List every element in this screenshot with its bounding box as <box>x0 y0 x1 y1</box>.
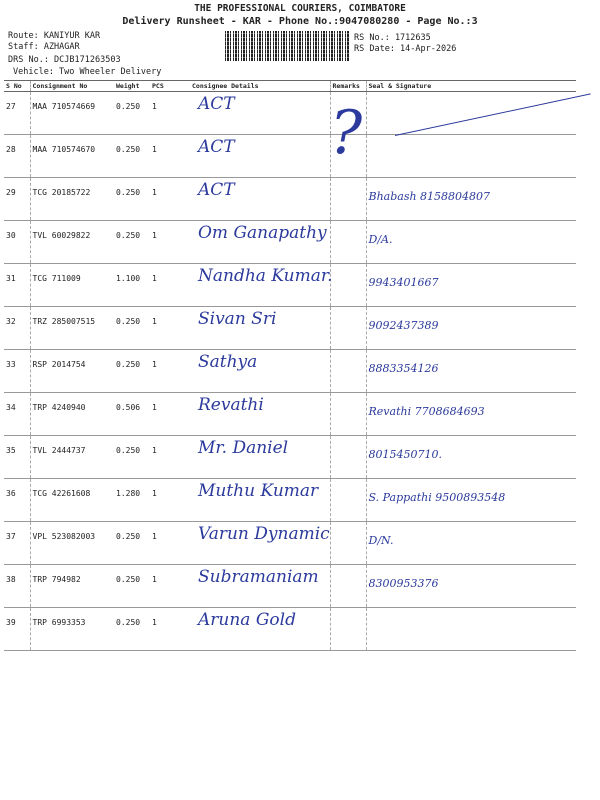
table-row <box>4 436 576 479</box>
row-consignment-no: TVL 60029822 <box>30 221 114 264</box>
row-consignee-handwriting: ACT <box>190 135 330 178</box>
row-pcs: 1 <box>150 479 190 522</box>
row-pcs: 1 <box>150 393 190 436</box>
row-weight: 0.250 <box>114 608 150 651</box>
row-signature: 8883354126 <box>366 350 576 393</box>
col-header-signature: Seal & Signature <box>366 81 576 92</box>
row-pcs: 1 <box>150 436 190 479</box>
row-signature: D/N. <box>366 522 576 565</box>
table-row <box>4 522 576 565</box>
row-remarks <box>330 393 366 436</box>
row-remarks <box>330 221 366 264</box>
row-consignment-no: TRZ 285007515 <box>30 307 114 350</box>
row-remarks <box>330 565 366 608</box>
row-consignment-no: TCG 711009 <box>30 264 114 307</box>
row-sno: 36 <box>4 479 30 522</box>
row-consignment-no: TCG 42261608 <box>30 479 114 522</box>
vehicle-label: Vehicle: Two Wheeler Delivery <box>13 67 162 77</box>
row-weight: 0.250 <box>114 350 150 393</box>
row-remarks <box>330 608 366 651</box>
col-header-remarks: Remarks <box>330 81 366 92</box>
row-consignee-handwriting: Nandha Kumar. <box>190 264 330 307</box>
row-consignee-handwriting: Varun Dynamic <box>190 522 330 565</box>
row-pcs: 1 <box>150 307 190 350</box>
row-consignee-handwriting: Subramaniam <box>190 565 330 608</box>
row-consignment-no: MAA 710574669 <box>30 92 114 135</box>
row-remarks <box>330 350 366 393</box>
table-row <box>4 221 576 264</box>
row-signature: Bhabash 8158804807 <box>366 178 576 221</box>
table-header-row <box>4 81 576 92</box>
table-row <box>4 350 576 393</box>
runsheet-table <box>4 80 576 651</box>
row-sno: 31 <box>4 264 30 307</box>
row-sno: 33 <box>4 350 30 393</box>
row-pcs: 1 <box>150 565 190 608</box>
row-consignee-handwriting: Mr. Daniel <box>190 436 330 479</box>
col-header-sno: S No <box>4 81 30 92</box>
row-weight: 0.250 <box>114 221 150 264</box>
row-remarks <box>330 178 366 221</box>
row-sno: 29 <box>4 178 30 221</box>
col-header-consignee: Consignee Details <box>190 81 330 92</box>
staff-label: Staff: AZHAGAR <box>8 42 80 52</box>
row-signature: 9092437389 <box>366 307 576 350</box>
row-consignee-handwriting: Sathya <box>190 350 330 393</box>
row-weight: 0.250 <box>114 135 150 178</box>
row-weight: 1.280 <box>114 479 150 522</box>
row-consignee-handwriting: Muthu Kumar <box>190 479 330 522</box>
row-pcs: 1 <box>150 522 190 565</box>
row-sno: 38 <box>4 565 30 608</box>
table-row <box>4 479 576 522</box>
row-consignee-handwriting: Revathi <box>190 393 330 436</box>
row-pcs: 1 <box>150 221 190 264</box>
row-signature: 8015450710. <box>366 436 576 479</box>
row-weight: 0.506 <box>114 393 150 436</box>
row-remarks <box>330 264 366 307</box>
row-remarks <box>330 479 366 522</box>
row-weight: 0.250 <box>114 92 150 135</box>
row-signature <box>366 92 576 135</box>
row-sno: 34 <box>4 393 30 436</box>
row-sno: 30 <box>4 221 30 264</box>
row-consignment-no: VPL 523082003 <box>30 522 114 565</box>
row-consignment-no: TRP 794982 <box>30 565 114 608</box>
row-sno: 39 <box>4 608 30 651</box>
table-row <box>4 307 576 350</box>
row-sno: 37 <box>4 522 30 565</box>
row-consignment-no: MAA 710574670 <box>30 135 114 178</box>
table-row <box>4 608 576 651</box>
row-sno: 27 <box>4 92 30 135</box>
row-consignee-handwriting: ACT <box>190 178 330 221</box>
row-consignee-handwriting: Aruna Gold <box>190 608 330 651</box>
row-consignment-no: RSP 2014754 <box>30 350 114 393</box>
table-row <box>4 135 576 178</box>
barcode-image <box>225 31 350 61</box>
row-consignee-handwriting: ACT <box>190 92 330 135</box>
row-consignee-handwriting: Sivan Sri <box>190 307 330 350</box>
row-signature: S. Pappathi 9500893548 <box>366 479 576 522</box>
row-signature <box>366 135 576 178</box>
row-pcs: 1 <box>150 135 190 178</box>
row-sno: 28 <box>4 135 30 178</box>
row-weight: 0.250 <box>114 565 150 608</box>
row-pcs: 1 <box>150 178 190 221</box>
row-weight: 0.250 <box>114 307 150 350</box>
row-weight: 0.250 <box>114 178 150 221</box>
document-title: THE PROFESSIONAL COURIERS, COIMBATORE <box>194 3 406 14</box>
row-signature: 9943401667 <box>366 264 576 307</box>
row-consignment-no: TRP 4240940 <box>30 393 114 436</box>
row-signature: D/A. <box>366 221 576 264</box>
rs-date: RS Date: 14-Apr-2026 <box>354 44 457 54</box>
drs-number: DRS No.: DCJB171263503 <box>8 55 121 65</box>
table-row <box>4 393 576 436</box>
row-signature <box>366 608 576 651</box>
table-row <box>4 178 576 221</box>
row-consignment-no: TCG 20185722 <box>30 178 114 221</box>
row-pcs: 1 <box>150 264 190 307</box>
row-remarks <box>330 307 366 350</box>
row-consignee-handwriting: Om Ganapathy <box>190 221 330 264</box>
row-consignment-no: TVL 2444737 <box>30 436 114 479</box>
row-consignment-no: TRP 6993353 <box>30 608 114 651</box>
table-row <box>4 264 576 307</box>
row-weight: 0.250 <box>114 436 150 479</box>
table-row <box>4 565 576 608</box>
row-remarks <box>330 522 366 565</box>
row-weight: 0.250 <box>114 522 150 565</box>
table-row <box>4 92 576 135</box>
row-weight: 1.100 <box>114 264 150 307</box>
col-header-weight: Weight <box>114 81 150 92</box>
col-header-consignment: Consignment No <box>30 81 114 92</box>
route-label: Route: KANIYUR KAR <box>8 31 101 41</box>
row-signature: 8300953376 <box>366 565 576 608</box>
row-pcs: 1 <box>150 350 190 393</box>
row-signature: Revathi 7708684693 <box>366 393 576 436</box>
row-sno: 32 <box>4 307 30 350</box>
row-remarks <box>330 436 366 479</box>
row-pcs: 1 <box>150 92 190 135</box>
document-subtitle: Delivery Runsheet - KAR - Phone No.:9047080280 - Page No.:3 <box>122 16 478 27</box>
col-header-pcs: PCS <box>150 81 190 92</box>
row-pcs: 1 <box>150 608 190 651</box>
row-sno: 35 <box>4 436 30 479</box>
rs-number: RS No.: 1712635 <box>354 33 431 43</box>
handwritten-question-mark: ? <box>330 98 363 168</box>
